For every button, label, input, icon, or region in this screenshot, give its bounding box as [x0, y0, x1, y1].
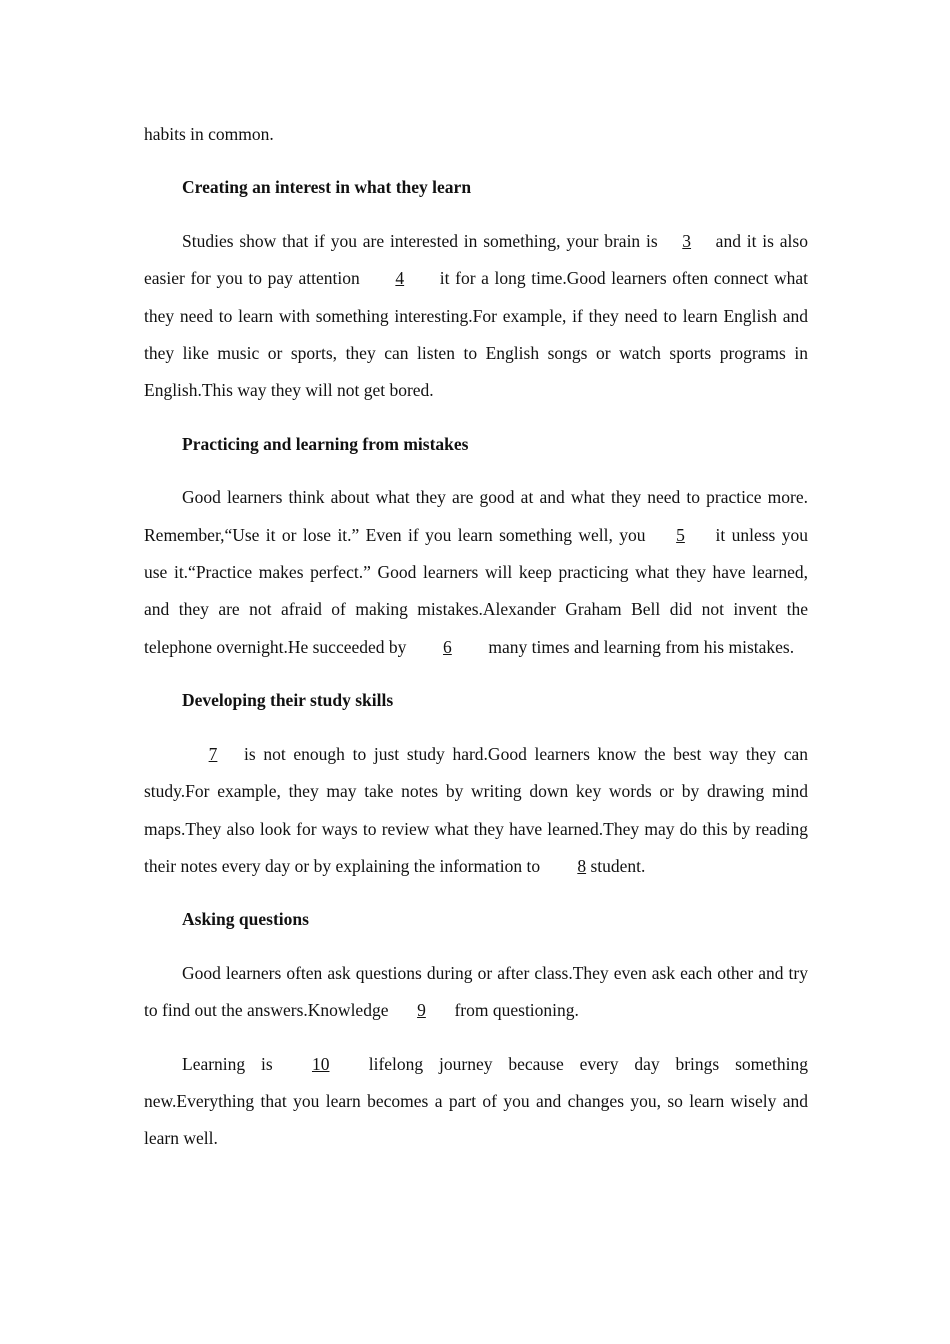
- section-heading-interest: Creating an interest in what they learn: [182, 177, 472, 198]
- paragraph-conclusion: Learning is 10 lifelong journey because every day brings something new.Everything that you learn becomes a part of you and changes you, so learn wisely and learn well.: [144, 1046, 808, 1158]
- paragraph-study-skills: 7 is not enough to just study hard.Good learners know the best way they can study.For example, they may take notes by writing down key words or by drawing mind maps.They also look for ways to review what they have learned.They may do this by reading their notes every day or by explaining the information to 8 student.: [144, 736, 808, 886]
- blank-5: 5: [676, 524, 685, 545]
- blank-8: 8: [577, 855, 587, 876]
- blank-4: 4: [395, 268, 405, 289]
- blank-6: 6: [443, 636, 452, 657]
- paragraph-practice: Good learners think about what they are good at and what they need to practice more. Remember,“Use it or lose it.” Even if you learn something well, you 5 it unless you use it.“Practice makes perfect.” Good learners will keep practicing what they have learned, and they are not afraid of making mistakes.Alexander Graham Bell did not invent the telephone overnight.He succeeded by 6 many times and learning from his mistakes.: [144, 479, 808, 666]
- paragraph-interest: Studies show that if you are interested in something, your brain is 3 and it is also easier for you to pay attention 4 it for a long time.Good learners often connect what they need to learn with something interesting.For example, if they need to learn English and they like music or sports, they can listen to English songs or watch sports programs in English.This way they will not get bored.: [144, 223, 808, 410]
- section-heading-questions: Asking questions: [182, 909, 309, 930]
- paragraph-questions: Good learners often ask questions during or after class.They even ask each other and try to find out the answers.Knowledge 9 from questioning.: [144, 955, 808, 1030]
- blank-7: 7: [208, 743, 218, 764]
- blank-3: 3: [682, 230, 692, 251]
- blank-10: 10: [311, 1053, 330, 1074]
- document-page: [144, 116, 808, 1174]
- section-heading-study-skills: Developing their study skills: [182, 690, 394, 711]
- blank-9: 9: [417, 1000, 426, 1021]
- intro-text: habits in common.: [144, 124, 274, 144]
- section-heading-practice: Practicing and learning from mistakes: [182, 433, 469, 454]
